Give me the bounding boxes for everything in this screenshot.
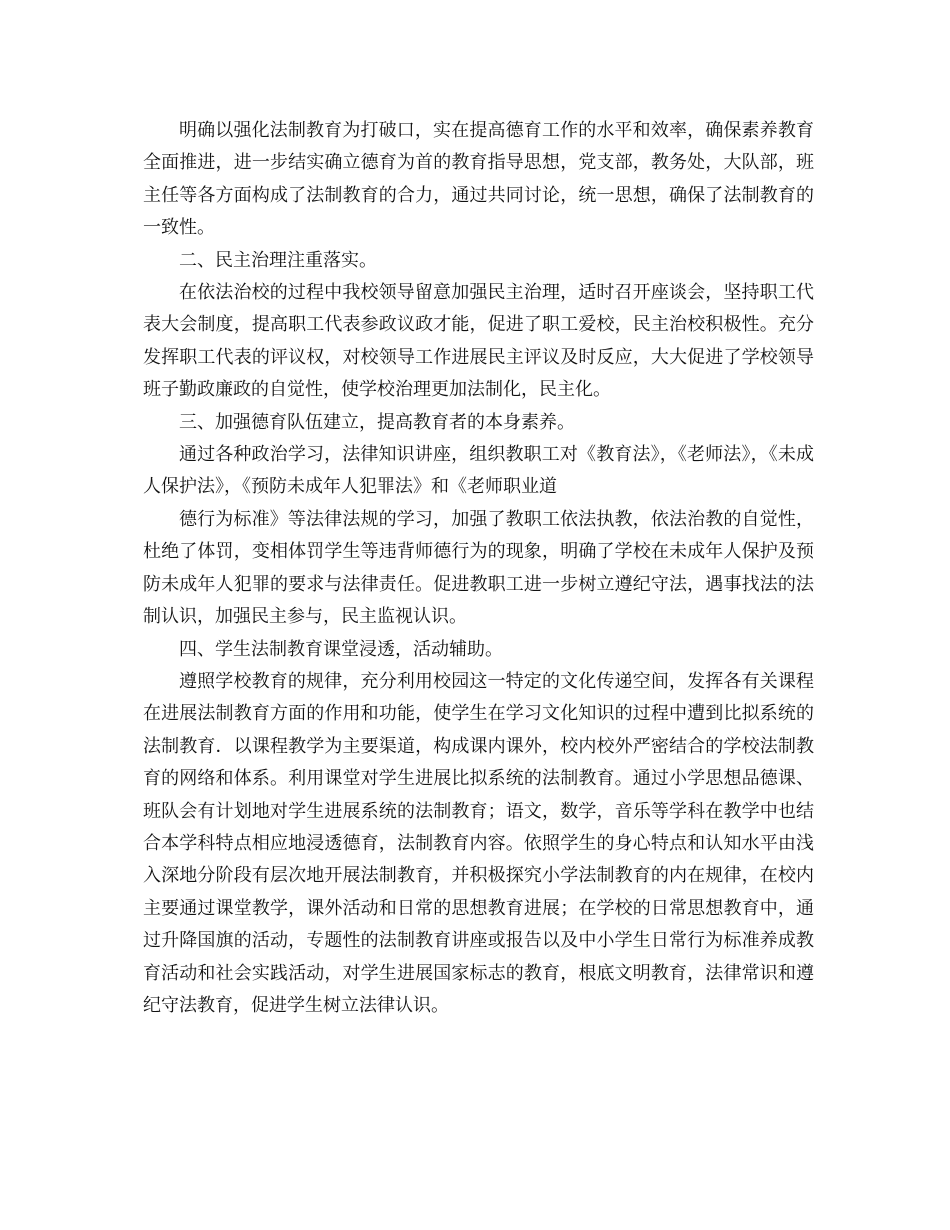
section-heading-3: 三、加强德育队伍建立，提高教育者的本身素养。 — [179, 411, 575, 433]
section-heading-4: 四、学生法制教育课堂浸透，活动辅助。 — [179, 638, 503, 660]
section-heading-2: 二、民主治理注重落实。 — [179, 249, 377, 271]
paragraph-democratic-management: 在依法治校的过程中我校领导留意加强民主治理，适时召开座谈会，坚持职工代表大会制度，提高职工代表参政议政才能，促进了职工爱校，民主治校积极性。充分发挥职工代表的评议权，对校领导工作进展民主评议及时反应，大大促进了学校领导班子勤政廉政的自觉性，使学校治理更加法制化，民主化。 — [143, 282, 814, 401]
paragraph-law-study: 通过各种政治学习，法律知识讲座，组织教职工对《教育法》，《老师法》，《未成人保护法》，《预防未成年人犯罪法》和《老师职业道 — [143, 444, 814, 498]
paragraph-classroom-education: 遵照学校教育的规律，充分利用校园这一特定的文化传递空间，发挥各有关课程在进展法制教育方面的作用和功能，使学生在学习文化知识的过程中遭到比拟系统的法制教育．以课程教学为主要渠道，构成课内课外，校内校外严密结合的学校法制教育的网络和体系。利用课堂对学生进展比拟系统的法制教育。通过小学思想品德课、班队会有计划地对学生进展系统的法制教育；语文，数学，音乐等学科在教学中也结合本学科特点相应地浸透德育，法制教育内容。依照学生的身心特点和认知水平由浅入深地分阶段有层次地开展法制教育，并积极探究小学法制教育的内在规律，在校内主要通过课堂教学，课外活动和日常的思想教育进展；在学校的日常思想教育中，通过升降国旗的活动，专题性的法制教育讲座或报告以及中小学生日常行为标准养成教育活动和社会实践活动，对学生进展国家标志的教育，根底文明教育，法律常识和遵纪守法教育，促进学生树立法律认识。 — [143, 670, 814, 1016]
paragraph-intro: 明确以强化法制教育为打破口，实在提高德育工作的水平和效率，确保素养教育全面推进，进一步结实确立德育为首的教育指导思想，党支部，教务处，大队部，班主任等各方面构成了法制教育的合力，通过共同讨论，统一思想，确保了法制教育的一致性。 — [143, 120, 814, 239]
paragraph-law-study-continued: 德行为标准》等法律法规的学习，加强了教职工依法执教，依法治教的自觉性，杜绝了体罚，变相体罚学生等违背师德行为的现象，明确了学校在未成年人保护及预防未成年人犯罪的要求与法律责任。促进教职工进一步树立遵纪守法，遇事找法的法制认识，加强民主参与，民主监视认识。 — [143, 508, 814, 628]
